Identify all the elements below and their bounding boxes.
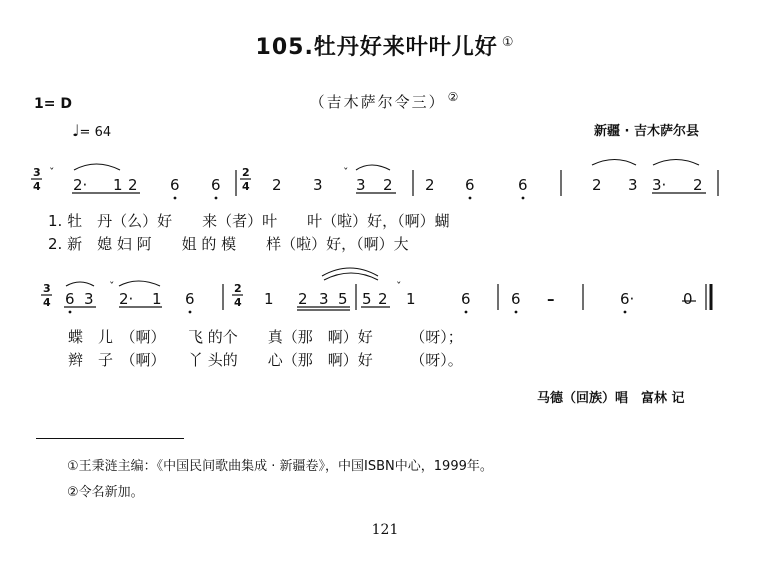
tempo-marking — [72, 121, 111, 140]
region-label: 新疆 · 吉木萨尔县 — [594, 124, 699, 139]
note: 6 — [65, 290, 75, 308]
lyric-line-2-verse-1: 蝶 儿 （啊） 飞 的个 真（那 啊）好 （呀）； — [68, 328, 463, 346]
note: 2 — [383, 176, 393, 194]
note: 2 — [378, 290, 388, 308]
note: 3· — [652, 176, 667, 194]
lyric-line-1-verse-2: 2. 新 媳 妇 阿 姐 的 模 样（啦）好，（啊）大 — [48, 235, 409, 253]
note: 3 — [356, 176, 366, 194]
note: 1 — [264, 290, 274, 308]
note: 3 — [84, 290, 94, 308]
note: 2 — [128, 176, 138, 194]
note: 2· — [73, 176, 88, 194]
time-sig-bottom: 4 — [234, 296, 242, 309]
time-sig-top: 3 — [33, 166, 41, 179]
time-sig-top: 2 — [242, 166, 250, 179]
note: 6 — [211, 176, 221, 194]
note: 5 — [362, 290, 372, 308]
lyric-line-1-verse-1: 1. 牡 丹（么）好 来（者）叶 叶（啦）好，（啊）蝴 — [48, 212, 450, 230]
song-subtitle — [0, 90, 770, 112]
breath-mark-icon: ˇ — [49, 166, 55, 179]
note: 3 — [319, 290, 329, 308]
note: 6 — [465, 176, 475, 194]
breath-mark-icon: ˇ — [396, 280, 402, 293]
note: 6 — [461, 290, 471, 308]
note: 1 — [152, 290, 162, 308]
note: 6· — [620, 290, 635, 308]
time-sig-top: 2 — [234, 282, 242, 295]
note: 6 — [185, 290, 195, 308]
subtitle-text: （吉木萨尔令三） — [309, 93, 446, 111]
note: 3 — [628, 176, 638, 194]
note: 2 — [693, 176, 703, 194]
footnote-2: ②令名新加。 — [67, 485, 144, 500]
note: 1 — [406, 290, 416, 308]
singer-recorder-credit: 马德（回族）唱 富林 记 — [537, 391, 685, 406]
note: 2· — [119, 290, 134, 308]
note: 2 — [592, 176, 602, 194]
title-footnote-mark: ① — [501, 34, 515, 50]
quarter-note-icon: ♩ — [72, 121, 80, 140]
note: 6 — [511, 290, 521, 308]
song-title — [0, 30, 770, 61]
title-text: 105.牡丹好来叶叶儿好 — [255, 35, 498, 60]
time-sig-bottom: 4 — [242, 180, 250, 193]
note: 0 — [683, 290, 693, 308]
page-number: 121 — [371, 522, 399, 538]
time-sig-bottom: 4 — [43, 296, 51, 309]
key-signature: 1= D — [34, 96, 72, 112]
note: 2 — [298, 290, 308, 308]
breath-mark-icon: ˇ — [109, 280, 115, 293]
time-sig-bottom: 4 — [33, 180, 41, 193]
note: 1 — [113, 176, 123, 194]
note: 6 — [170, 176, 180, 194]
time-sig-top: 3 — [43, 282, 51, 295]
lyric-line-2-verse-2: 辫 子 （啊） 丫 头的 心（那 啊）好 （呀）。 — [68, 351, 463, 369]
note: 5 — [338, 290, 348, 308]
note: 2 — [272, 176, 282, 194]
footnote-divider — [36, 438, 184, 439]
note: 2 — [425, 176, 435, 194]
note-dash: – — [547, 290, 555, 308]
footnote-1: ①王秉涟主编：《中国民间歌曲集成 · 新疆卷》，中国ISBN中心，1999年。 — [67, 459, 493, 474]
breath-mark-icon: ˇ — [343, 166, 349, 179]
tempo-value: = 64 — [79, 125, 112, 140]
note: 6 — [518, 176, 528, 194]
subtitle-footnote-mark: ② — [447, 90, 461, 104]
note: 3 — [313, 176, 323, 194]
